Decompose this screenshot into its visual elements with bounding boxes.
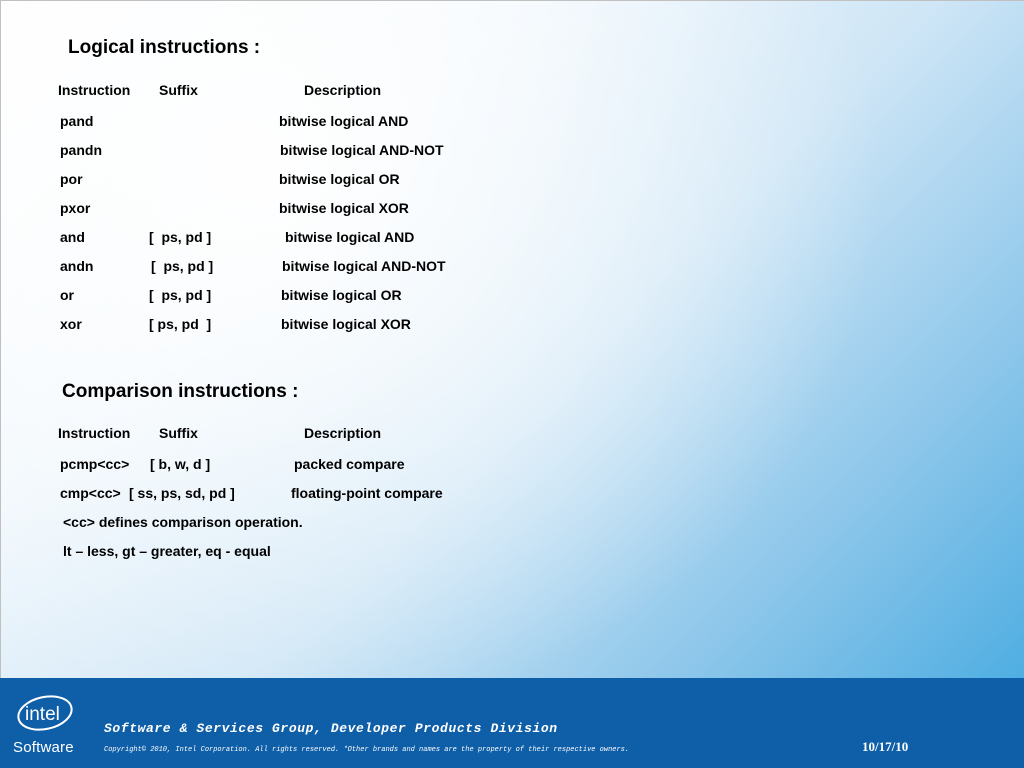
- row-description: bitwise logical AND: [285, 229, 415, 245]
- comparison-header-description: Description: [304, 425, 382, 441]
- cc-note: <cc> defines comparison operation.: [63, 514, 303, 530]
- row-suffix: [ ps, pd ]: [151, 258, 214, 274]
- row-description: bitwise logical XOR: [281, 316, 411, 332]
- row-instruction: xor: [60, 316, 82, 332]
- logical-header-description: Description: [304, 82, 382, 98]
- logical-heading: Logical instructions :: [68, 37, 261, 58]
- division-title: Software & Services Group, Developer Products Division: [104, 721, 558, 736]
- row-suffix: [ ss, ps, sd, pd ]: [129, 485, 235, 501]
- footer-bar: [0, 678, 1024, 768]
- cc-legend-note: lt – less, gt – greater, eq - equal: [63, 543, 271, 559]
- row-description: bitwise logical OR: [281, 287, 402, 303]
- intel-logo-text: intel: [25, 704, 60, 725]
- logo-software-label: Software: [13, 739, 74, 756]
- row-instruction: por: [60, 171, 83, 187]
- comparison-header-instruction: Instruction: [58, 425, 131, 441]
- row-description: bitwise logical AND-NOT: [280, 142, 444, 158]
- row-description: bitwise logical AND: [279, 113, 409, 129]
- row-instruction: and: [60, 229, 85, 245]
- comparison-heading: Comparison instructions :: [62, 381, 299, 402]
- logical-header-suffix: Suffix: [159, 82, 198, 98]
- row-suffix: [ ps, pd ]: [149, 316, 212, 332]
- row-description: bitwise logical XOR: [279, 200, 409, 216]
- row-instruction: pxor: [60, 200, 91, 216]
- row-instruction: pcmp<cc>: [60, 456, 130, 472]
- intel-software-logo: [12, 692, 82, 762]
- row-suffix: [ b, w, d ]: [150, 456, 211, 472]
- row-description: packed compare: [294, 456, 405, 472]
- copyright-text: Copyright© 2010, Intel Corporation. All rights reserved. *Other brands and names are the property of their respective owners.: [104, 746, 630, 754]
- comparison-header-suffix: Suffix: [159, 425, 198, 441]
- row-instruction: or: [60, 287, 74, 303]
- row-description: floating-point compare: [291, 485, 443, 501]
- row-instruction: andn: [60, 258, 94, 274]
- row-suffix: [ ps, pd ]: [149, 287, 212, 303]
- row-instruction: pandn: [60, 142, 102, 158]
- row-suffix: [ ps, pd ]: [149, 229, 212, 245]
- row-description: bitwise logical AND-NOT: [282, 258, 446, 274]
- row-description: bitwise logical OR: [279, 171, 400, 187]
- row-instruction: cmp<cc>: [60, 485, 121, 501]
- logical-header-instruction: Instruction: [58, 82, 131, 98]
- intel-logo-icon: [16, 694, 74, 734]
- row-instruction: pand: [60, 113, 94, 129]
- slide-date: 10/17/10: [862, 739, 909, 754]
